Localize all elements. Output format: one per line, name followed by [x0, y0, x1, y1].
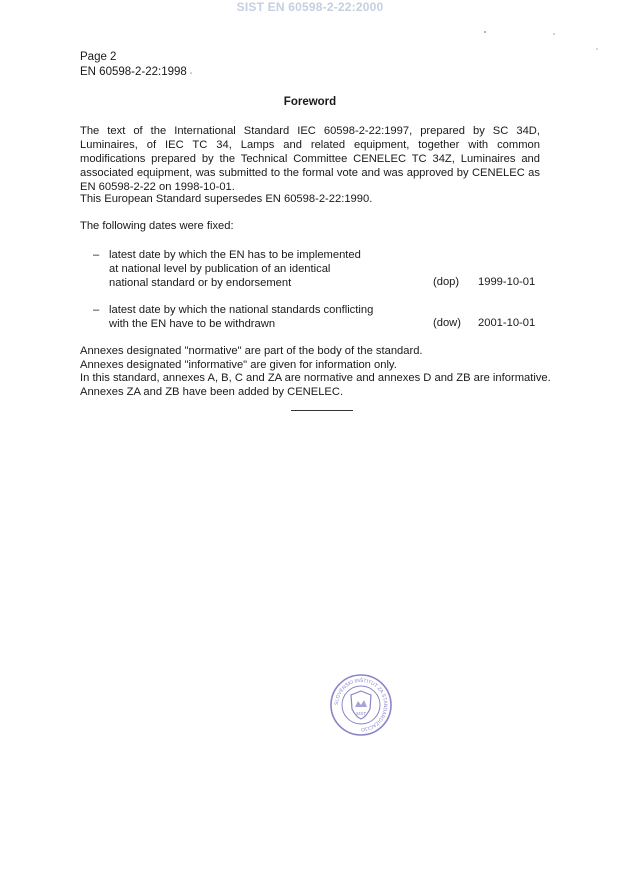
date-code-dow: (dow)	[433, 317, 461, 329]
dash-bullet: –	[93, 304, 100, 316]
supersedes-paragraph: This European Standard supersedes EN 60598-2-22:1990.	[80, 193, 373, 205]
stamp-inner-text: SIST	[355, 711, 367, 716]
annex-line: Annexes ZA and ZB have been added by CENELEC.	[80, 385, 344, 398]
official-stamp	[329, 673, 393, 737]
foreword-title: Foreword	[283, 96, 337, 108]
scan-speck	[484, 31, 486, 33]
mountain-icon	[355, 700, 367, 707]
page-header	[80, 50, 187, 80]
watermark: SIST EN 60598-2-22:2000	[236, 0, 384, 14]
annex-line: Annexes designated "informative" are given for information only.	[80, 358, 397, 371]
date-item-line: latest date by which the EN has to be implemented	[109, 249, 361, 261]
page-number: Page 2	[80, 51, 117, 63]
dash-bullet: –	[93, 249, 100, 261]
foreword-paragraph: The text of the International Standard IEC 60598-2-22:1997, prepared by SC 34D, Luminaires, of IEC TC 34, Lamps and related equipment, together with common modifications prepared by the Technical Committee CENELEC TC 34Z, Luminaires and associated equipment, was submitted to the formal vote and was approved by CENELEC as EN 60598-2-22 on 1998-10-01.	[80, 125, 540, 193]
end-rule	[291, 410, 353, 411]
annex-line: In this standard, annexes A, B, C and ZA are normative and annexes D and ZB are informative.	[80, 372, 551, 384]
date-item-line: at national level by publication of an identical	[109, 263, 331, 275]
date-item-line: with the EN have to be withdrawn	[109, 318, 276, 330]
date-value-dow: 2001-10-01	[478, 317, 536, 329]
scan-speck	[596, 48, 598, 50]
scan-speck	[190, 72, 192, 74]
annex-line: Annexes designated "normative" are part of the body of the standard.	[80, 345, 423, 357]
date-item-line: national standard or by endorsement	[109, 277, 292, 289]
date-code-dop: (dop)	[433, 276, 460, 288]
stamp-ring-text: SLOVENSKI INŠTITUT ZA STANDARDIZACIJO	[333, 677, 389, 733]
scan-speck	[553, 33, 555, 35]
date-item-line: latest date by which the national standards conflicting	[109, 304, 374, 316]
dates-intro: The following dates were fixed:	[80, 220, 234, 232]
annexes-block	[80, 345, 551, 399]
date-value-dop: 1999-10-01	[478, 276, 536, 288]
standard-number: EN 60598-2-22:1998	[80, 66, 187, 78]
